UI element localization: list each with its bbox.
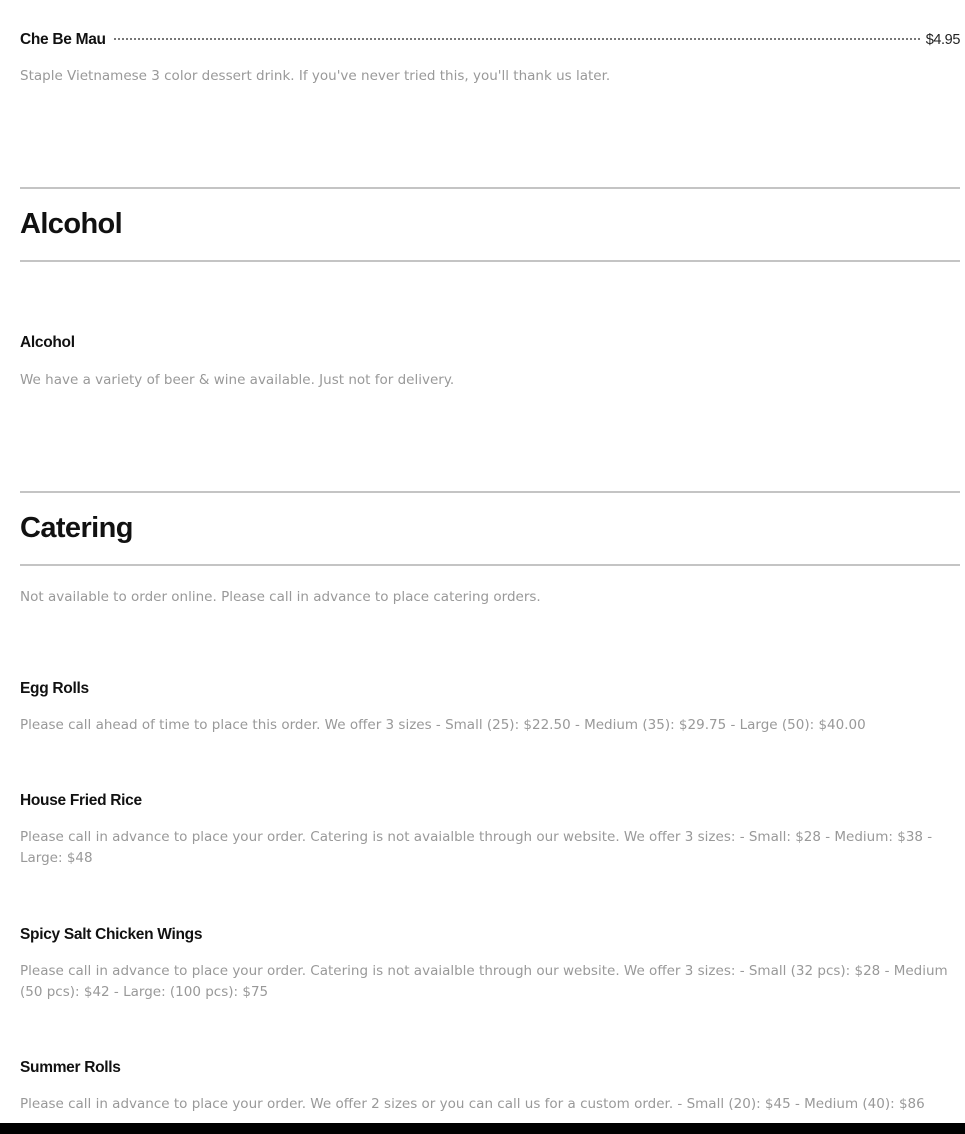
section-title-alcohol: Alcohol	[20, 208, 123, 240]
menu-item-description: Staple Vietnamese 3 color dessert drink. If you've never tried this, you'll thank us later.	[20, 68, 611, 84]
menu-item-header	[20, 680, 960, 702]
section-divider-bottom	[20, 564, 960, 566]
menu-item[interactable]	[20, 680, 960, 736]
section-title-catering: Catering	[20, 512, 133, 544]
menu-item[interactable]	[20, 792, 960, 869]
section-divider-bottom	[20, 260, 960, 262]
menu-item-name: Alcohol	[20, 334, 75, 351]
bottom-bar	[0, 1123, 965, 1134]
section-divider-top	[20, 187, 960, 189]
menu-item-description: Please call in advance to place your order. Catering is not avaialble through our website. We offer 3 sizes: - Small (32 pcs): $28 - Medium (50 pcs): $42 - Large: (100 pcs): $75	[20, 963, 948, 1000]
menu-item-name: Che Be Mau	[20, 31, 106, 48]
menu-item-header	[20, 792, 960, 814]
menu-item-description: Please call in advance to place your order. Catering is not avaialble through our website. We offer 3 sizes: - Small: $28 - Medium: $38 - Large: $48	[20, 829, 933, 866]
menu-item[interactable]	[20, 926, 960, 1003]
menu-item-header	[20, 31, 960, 53]
menu-item-description: We have a variety of beer & wine available. Just not for delivery.	[20, 372, 455, 388]
menu-item-description: Please call ahead of time to place this order. We offer 3 sizes - Small (25): $22.50 - Medium (35): $29.75 - Large (50): $40.00	[20, 717, 866, 733]
section-divider-top	[20, 491, 960, 493]
menu-item[interactable]	[20, 334, 960, 391]
menu-item-name: Egg Rolls	[20, 680, 89, 697]
menu-item-name: Spicy Salt Chicken Wings	[20, 926, 203, 943]
dotted-leader	[114, 38, 920, 40]
menu-item-name: Summer Rolls	[20, 1059, 121, 1076]
menu-item[interactable]	[20, 31, 960, 87]
menu-item-name: House Fried Rice	[20, 792, 142, 809]
menu-item-description: Please call in advance to place your order. We offer 2 sizes or you can call us for a custom order. - Small (20): $45 - Medium (40): $86	[20, 1096, 925, 1112]
menu-item-header	[20, 1059, 960, 1081]
menu-item-header	[20, 334, 960, 356]
menu-item[interactable]	[20, 1059, 960, 1115]
menu-item-header	[20, 926, 960, 948]
section-note: Not available to order online. Please call in advance to place catering orders.	[20, 589, 541, 605]
menu-item-price: $4.95	[925, 32, 960, 48]
